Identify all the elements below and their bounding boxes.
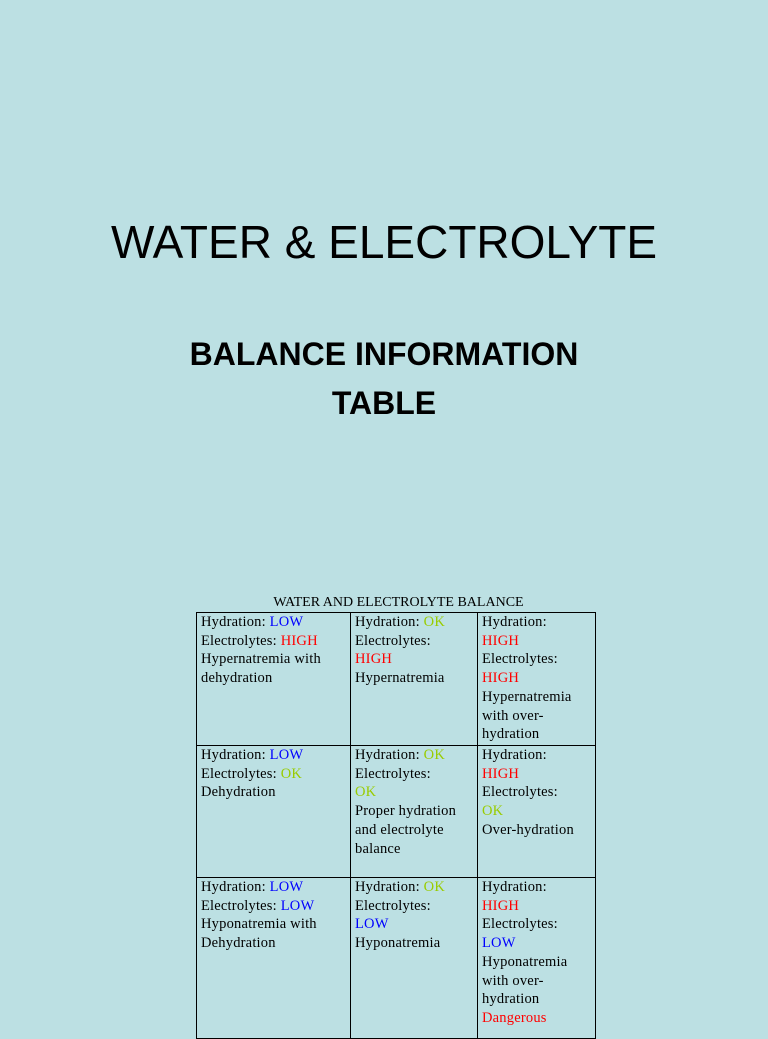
table-row [197, 746, 596, 878]
electrolytes-label: Electrolytes: [355, 897, 431, 914]
electrolytes-value: OK [355, 784, 377, 801]
electrolytes-label: Electrolytes: [201, 632, 277, 649]
table-row [197, 613, 596, 746]
hydration-value: OK [423, 747, 445, 763]
hydration-label: Hydration: [201, 879, 266, 895]
hydration-value: LOW [269, 879, 304, 895]
hydration-label: Hydration: [355, 879, 420, 895]
table-cell [478, 878, 596, 1039]
balance-table [196, 612, 596, 1039]
electrolytes-label: Electrolytes: [355, 632, 431, 649]
hydration-label: Hydration: [201, 747, 266, 763]
electrolytes-value: OK [482, 803, 504, 820]
electrolytes-label: Electrolytes: [201, 765, 277, 782]
table-cell [478, 613, 596, 746]
hydration-value: LOW [269, 614, 304, 630]
table-cell [351, 613, 478, 746]
subtitle [0, 330, 768, 428]
table-cell [351, 746, 478, 878]
electrolytes-value: HIGH [280, 632, 318, 649]
subtitle-line-1: BALANCE INFORMATION [189, 336, 579, 372]
hydration-value: HIGH [482, 632, 520, 649]
hydration-label: Hydration: [482, 879, 547, 895]
electrolytes-value: HIGH [355, 651, 393, 668]
table-cell [197, 746, 351, 878]
subtitle-line-2: TABLE [331, 385, 437, 421]
electrolytes-value: HIGH [482, 670, 520, 687]
electrolytes-label: Electrolytes: [482, 784, 558, 801]
hydration-label: Hydration: [201, 614, 266, 630]
electrolytes-value: LOW [482, 935, 516, 952]
electrolytes-label: Electrolytes: [482, 916, 558, 933]
hydration-value: HIGH [482, 897, 520, 914]
table-cell [197, 878, 351, 1039]
cell-description: Hyponatremia [355, 935, 441, 952]
cell-description: Hypernatremia with dehydration [201, 651, 321, 687]
electrolytes-value: LOW [280, 897, 315, 914]
table-row [197, 878, 596, 1039]
hydration-value: OK [423, 879, 445, 895]
cell-description: Over-hydration [482, 821, 574, 838]
table-cell [478, 746, 596, 878]
hydration-label: Hydration: [355, 747, 420, 763]
electrolytes-value: LOW [355, 916, 389, 933]
cell-description: Dehydration [201, 784, 276, 801]
electrolytes-label: Electrolytes: [482, 651, 558, 668]
electrolytes-value: OK [280, 765, 303, 782]
cell-description: Hyponatremia with Dehydration [201, 916, 317, 952]
warning-text: Dangerous [482, 1009, 547, 1026]
cell-description: Hypernatremia with over-hydration [482, 688, 572, 743]
cell-description: Proper hydration and electrolyte balance [355, 803, 457, 857]
hydration-value: HIGH [482, 765, 520, 782]
hydration-label: Hydration: [355, 614, 420, 630]
cell-description: Hyponatremia with over-hydration [482, 953, 568, 1008]
hydration-value: LOW [269, 747, 304, 763]
page-title: WATER & ELECTROLYTE [110, 216, 658, 268]
hydration-value: OK [423, 614, 445, 630]
hydration-label: Hydration: [482, 614, 547, 630]
table-cell [197, 613, 351, 746]
electrolytes-label: Electrolytes: [201, 897, 277, 914]
table-cell [351, 878, 478, 1039]
electrolytes-label: Electrolytes: [355, 765, 431, 782]
cell-description: Hypernatremia [355, 670, 445, 687]
hydration-label: Hydration: [482, 747, 547, 763]
table-caption: WATER AND ELECTROLYTE BALANCE [273, 595, 524, 610]
